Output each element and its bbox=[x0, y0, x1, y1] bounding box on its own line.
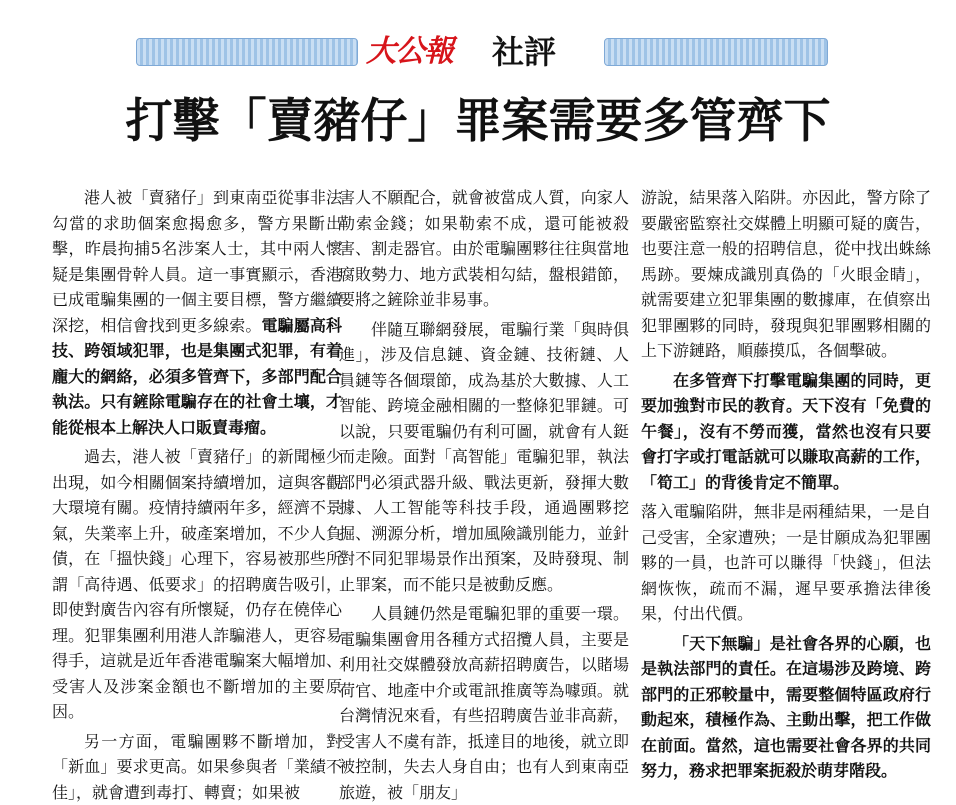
section-title: 社評 bbox=[492, 32, 600, 72]
left-ribbon-decoration bbox=[136, 38, 358, 66]
paragraph bbox=[641, 631, 931, 784]
paragraph: 害人不願配合，就會被當成人質，向家人勒索金錢；如果勒索不成，還可能被殺害、割走器官。由於電騙團夥往往與當地腐敗勢力、地方武裝相勾結，盤根錯節，要將之鏟除並非易事。 bbox=[339, 185, 629, 313]
bold-text: 「天下無騙」是社會各界的心願，也是執法部門的責任。在這場涉及跨境、跨部門的正邪較量中，需要整個特區政府行動起來，積極作為、主動出擊，把工作做在前面。當然，這也需要社會各界的共同努力，務求把罪案扼殺於萌芽階段。 bbox=[641, 634, 931, 781]
paragraph: 人員鏈仍然是電騙犯罪的重要一環。電騙集團會用各種方式招攬人員，主要是利用社交媒體發放高薪招聘廣告，以賭場荷官、地產中介或電訊推廣等為噱頭。就台灣情況來看，有些招聘廣告並非高薪，受害人不虞有詐，抵達目的地後，就立即被控制，失去人身自由；也有人到東南亞旅遊，被「朋友」 bbox=[339, 601, 629, 805]
right-ribbon-decoration bbox=[604, 38, 828, 66]
paragraph: 港人被「賣豬仔」到東南亞從事非法勾當的求助個案愈揭愈多，警方果斷出擊，昨晨拘捕5名涉案人士，其中兩人懷疑是集團骨幹人員。這一事實顯示，香港已成電騙集團的一個主要目標，警方繼續深挖，相信會找到更多線索。電騙屬高科技、跨領域犯罪，也是集團式犯罪，有着龐大的網絡，必須多管齊下，多部門配合執法。只有鏟除電騙存在的社會土壤，才能從根本上解決人口販賣毒瘤。 bbox=[52, 185, 342, 440]
article-column-1 bbox=[52, 185, 342, 785]
editorial-headline: 打擊「賣豬仔」罪案需要多管齊下 bbox=[0, 88, 956, 156]
bold-text: 在多管齊下打擊電騙集團的同時，更要加強對市民的教育。天下沒有「免費的午餐」，沒有不勞而獲，當然也沒有只要會打字或打電話就可以賺取高薪的工作，「筍工」的背後肯定不簡單。 bbox=[641, 371, 931, 492]
bold-text: 電騙屬高科技、跨領域犯罪，也是集團式犯罪，有着龐大的網絡，必須多管齊下，多部門配合執法。只有鏟除電騙存在的社會土壤，才能從根本上解決人口販賣毒瘤。 bbox=[52, 316, 342, 437]
masthead-banner bbox=[136, 30, 826, 78]
newspaper-logo: 大公報 bbox=[366, 32, 486, 72]
paragraph: 落入電騙陷阱，無非是兩種結果，一是自己受害，全家遭殃；一是甘願成為犯罪團夥的一員，也許可以賺得「快錢」，但法網恢恢，疏而不漏，遲早要承擔法律後果，付出代價。 bbox=[641, 499, 931, 627]
paragraph bbox=[641, 368, 931, 496]
paragraph: 另一方面，電騙團夥不斷增加，對「新血」要求更高。如果參與者「業績不佳」，就會遭到毒打、轉賣；如果被 bbox=[52, 729, 342, 805]
paragraph: 游說，結果落入陷阱。亦因此，警方除了要嚴密監察社交媒體上明顯可疑的廣告，也要注意一般的招聘信息，從中找出蛛絲馬跡。要煉成識別真偽的「火眼金睛」，就需要建立犯罪集團的數據庫，在偵察出犯罪團夥的同時，發現與犯罪團夥相關的上下游鏈路，順藤摸瓜，各個擊破。 bbox=[641, 185, 931, 364]
paragraph: 伴隨互聯網發展，電騙行業「與時俱進」，涉及信息鏈、資金鏈、技術鏈、人員鏈等各個環節，成為基於大數據、人工智能、跨境金融相關的一整條犯罪鏈。可以說，只要電騙仍有利可圖，就會有人鋌而走險。面對「高智能」電騙犯罪，執法部門必須武器升級、戰法更新，發揮大數據、人工智能等科技手段，通過團夥挖掘、溯源分析，增加風險識別能力，並針對不同犯罪場景作出預案，及時發現、制止罪案，而不能只是被動反應。 bbox=[339, 317, 629, 598]
article-column-3 bbox=[641, 185, 931, 785]
paragraph: 過去，港人被「賣豬仔」的新聞極少出現，如今相關個案持續增加，這與客觀大環境有關。疫情持續兩年多，經濟不景氣，失業率上升，破產案增加，不少人負債，在「搵快錢」心理下，容易被那些所謂「高待遇、低要求」的招聘廣告吸引，即使對廣告內容有所懷疑，仍存在僥倖心理。犯罪集團利用港人詐騙港人，更容易得手，這就是近年香港電騙案大幅增加、受害人及涉案金額也不斷增加的主要原因。 bbox=[52, 444, 342, 725]
article-column-2 bbox=[339, 185, 629, 785]
